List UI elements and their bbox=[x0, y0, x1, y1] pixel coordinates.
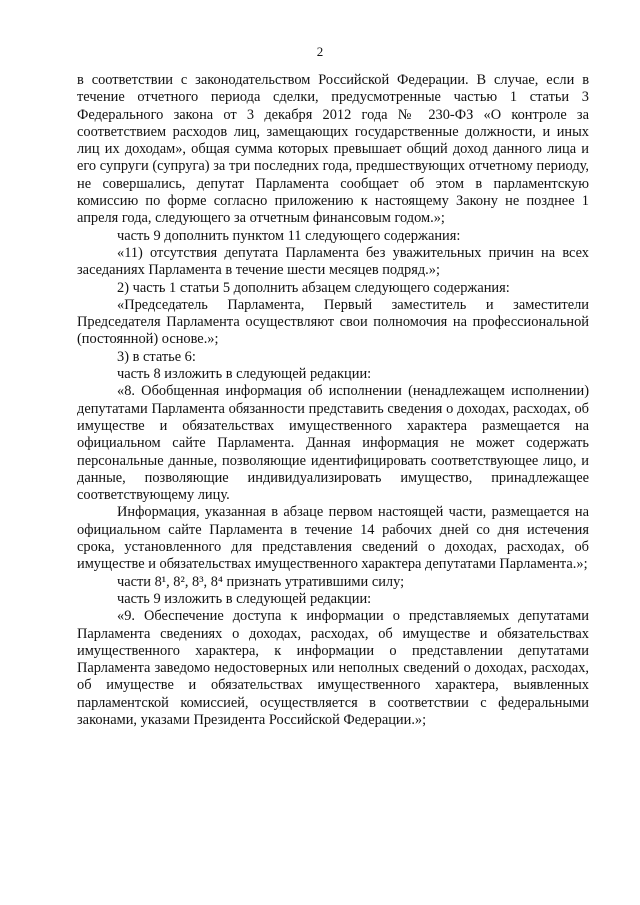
document-body bbox=[77, 72, 589, 729]
paragraph-amend-part-9: часть 9 дополнить пунктом 11 следующего содержания: bbox=[117, 227, 461, 244]
paragraph-part-9-heading: часть 9 изложить в следующей редакции: bbox=[117, 590, 372, 607]
paragraph-chairman: «Председатель Парламента, Первый заместитель и заместители Председателя Парламента осуществляют свои полномочия на профессиональной (постоянной) основе.»; bbox=[77, 296, 589, 348]
paragraph-part-9-text: «9. Обеспечение доступа к информации о представляемых депутатами Парламента сведениях о доходах, расходах, об имуществе и обязательствах имущественного характера, к информации о представлении депутатами Парламента заведомо недостоверных или неполных сведений о доходах, расходах, об имуществе и обязательствах имущественного характера, выявленных парламентской комиссией, осуществляется в соответствии с федеральными законами, указами Президента Российской Федерации.»; bbox=[77, 608, 589, 728]
paragraph-part-8-text: «8. Обобщенная информация об исполнении (ненадлежащем исполнении) депутатами Парламента обязанности представить сведения о доходах, расходах, об имуществе и обязательствах имущественного характера размещается на официальном сайте Парламента. Данная информация не может содержать персональные данные, позволяющие идентифицировать соответствующее лицо, и данные, позволяющие индивидуализировать имущество, принадлежащее соответствующему лицу. bbox=[77, 383, 589, 504]
paragraph-continuation: в соответствии с законодательством Российской Федерации. В случае, если в течение отчетного периода сделки, предусмотренные частью 1 статьи 3 Федерального закона от 3 декабря 2012 года № 230-ФЗ «О контроле за соответствием расходов лиц, замещающих государственные должности, и иных лиц их доходам», общая сумма которых превышает общий доход данного лица и его супруги (супруга) за три последних года, предшествующих отчетному периоду, не совершались, депутат Парламента сообщает об этом в парламентскую комиссию по форме согласно приложению к настоящему Закону не позднее 1 апреля года, следующего за отчетным финансовым годом.»; bbox=[77, 72, 589, 227]
page-number: 2 bbox=[316, 44, 324, 59]
paragraph-item-11: «11) отсутствия депутата Парламента без уважительных причин на всех заседаниях Парламента в течение шести месяцев подряд.»; bbox=[77, 244, 589, 279]
paragraph-part-8-heading: часть 8 изложить в следующей редакции: bbox=[117, 366, 372, 383]
paragraph-parts-repealed: части 8¹, 8², 8³, 8⁴ признать утратившими силу; bbox=[117, 573, 405, 590]
paragraph-amend-article-5: 2) часть 1 статьи 5 дополнить абзацем следующего содержания: bbox=[117, 279, 510, 296]
paragraph-part-8-second: Информация, указанная в абзаце первом настоящей части, размещается на официальном сайте Парламента в течение 14 рабочих дней со дня истечения срока, установленного для представления сведений о доходах, расходах, об имуществе и обязательствах имущественного характера депутатами Парламента.»; bbox=[77, 504, 589, 573]
paragraph-article-6: 3) в статье 6: bbox=[117, 348, 196, 365]
